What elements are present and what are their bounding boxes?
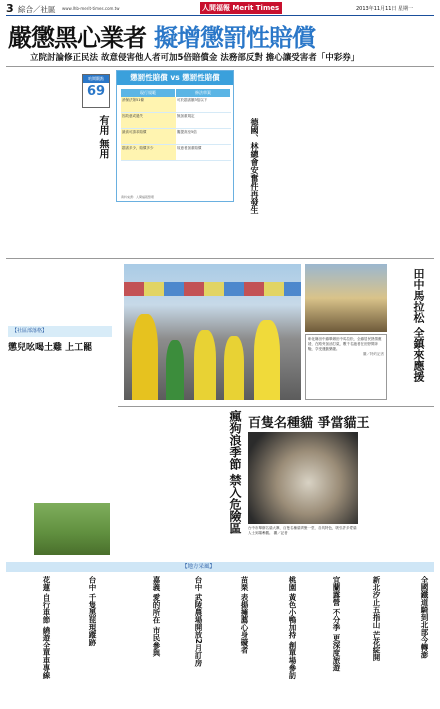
table-cell: 最高可請求賠償 <box>121 129 176 144</box>
column-badge-label: 喧鬧觀點 <box>83 75 109 83</box>
table-row <box>121 145 231 161</box>
regional-column-title: 苗栗 表揚擁薦心身礙者 <box>240 576 249 654</box>
marathon-headline: 田中馬拉松 全鎮來應援 <box>412 268 425 382</box>
rabies-headline: 瘋狗浪季節 禁入危險區 <box>228 410 242 535</box>
marathon-caption <box>305 334 387 400</box>
table-cell: 可於損害額3倍以下 <box>177 98 208 102</box>
column-badge <box>82 74 110 108</box>
cat-headline: 百隻名種貓 爭當貓王 <box>248 416 370 431</box>
site-url[interactable]: www.lhb-merit-times.com.tw <box>62 6 120 11</box>
cat-photo <box>248 432 358 524</box>
table-row <box>121 97 231 113</box>
table-header-cell: 修法草案 <box>176 89 230 97</box>
runner-figure <box>166 340 184 400</box>
article-body-text <box>8 72 80 252</box>
table-source-note: 資料來源：人間福報整理 <box>121 195 155 199</box>
table-row <box>121 129 231 145</box>
regional-column-title: 嘉義 愛的所在 市民參與 <box>152 576 161 657</box>
side-headline: 德國、林總會安奮件再發生 <box>250 118 259 214</box>
regional-section-bar <box>6 562 434 572</box>
article-body-text <box>384 578 416 704</box>
comparison-table <box>116 70 234 202</box>
regional-column-title: 全國鐵道騎到北部今轉澎 <box>420 576 429 659</box>
section-label: 綜合／社區 <box>18 5 56 14</box>
page-number: 3 <box>6 2 14 15</box>
runner-figure <box>254 320 280 400</box>
table-title: 懲罰性賠償 vs 懲罰性賠償 <box>117 71 233 85</box>
masthead <box>6 4 434 16</box>
article-body-text <box>300 578 328 704</box>
runner-figure <box>132 314 158 400</box>
regional-section-label: 【地方采風】 <box>182 564 216 570</box>
cat-photo-credit: 攝／記者 <box>273 531 288 535</box>
table-cell: 無加重規定 <box>177 114 195 118</box>
main-headline-part1: 嚴懲黑心業者 <box>8 24 146 50</box>
table-header-cell: 現行規範 <box>121 89 175 97</box>
cat-caption <box>248 526 358 548</box>
marathon-photo <box>124 264 301 400</box>
article-body-text <box>164 578 190 704</box>
article-body-text <box>100 578 148 704</box>
regional-column-title: 宜蘭露營 不分季 更深度旅遊 <box>332 576 341 672</box>
article-body-text <box>206 578 236 704</box>
article-body-text <box>118 206 234 254</box>
article-body-text <box>54 578 84 704</box>
community-heading: 懲兒吆喝土雞 上工罷 <box>8 343 93 353</box>
table-cell: 損害多少，賠償多少 <box>121 145 176 160</box>
cat-caption-text: 台中市舉辦名貓大賽，百隻名種貓齊聚一堂，各具特色，吸引許多愛貓人士到場參觀。 <box>248 526 357 535</box>
regional-column-title: 桃園 黃色小鴨加持 創單場參訪 <box>288 576 297 679</box>
column-badge-icon: 69 <box>86 84 106 99</box>
table-row <box>121 113 231 129</box>
table-cell: 消保法第51條 <box>121 97 176 112</box>
runner-figure <box>224 336 244 400</box>
article-body-text <box>252 578 284 704</box>
article-body-text <box>264 72 432 252</box>
main-headline <box>8 18 434 50</box>
runner-figure <box>194 330 216 400</box>
article-body-text <box>362 432 434 556</box>
regional-column-title: 花蓮 自行車節 繞遊全單車專線 <box>42 576 51 679</box>
issue-date: 2013年11月11日 星期一 <box>356 6 414 12</box>
banner-strip <box>124 282 301 296</box>
crowd-photo <box>305 264 387 332</box>
table-cell: 擬提高至5倍 <box>177 130 197 134</box>
article-body-text <box>344 578 368 704</box>
table-header-row <box>121 89 231 97</box>
main-headline-part2: 擬增懲罰性賠償 <box>154 24 315 50</box>
brand-logo: 人間福報 Merit Times <box>200 2 282 14</box>
main-subhead: 立院討論修正民法 故意侵害他人者可加5倍賠償金 法務部反對 擔心讓受害者「中彩券」 <box>30 53 360 63</box>
table-cell: 因故意或過失 <box>121 113 176 128</box>
article-body-text <box>118 410 222 558</box>
marathon-photo-credit: 攝／特約記者 <box>363 352 384 356</box>
table-cell: 故意者加重賠償 <box>177 146 202 150</box>
regional-column-title: 台中 千隻黑琵現蹤跡 <box>88 576 97 647</box>
divider <box>118 406 434 407</box>
field-photo <box>34 503 110 555</box>
article-body-text <box>8 578 38 704</box>
regional-column-title: 新北汐止五指山 芒花綻開 <box>372 576 381 662</box>
community-section-label: 【社區部落格】 <box>8 326 112 337</box>
column-title: 有用 無用 <box>97 115 108 159</box>
divider <box>6 258 434 259</box>
divider <box>6 66 434 67</box>
regional-column-title: 台中 武陵農場開放2月訂房 <box>194 576 203 667</box>
article-body-text <box>8 356 112 500</box>
table-grid <box>121 89 231 161</box>
marathon-caption-text: 彰化縣田中鎮舉辦田中馬拉松，全鎮居民熱情應援，在路旁加油打氣，數千名跑者在田野間奔馳，享受運動樂趣。 <box>308 337 382 351</box>
